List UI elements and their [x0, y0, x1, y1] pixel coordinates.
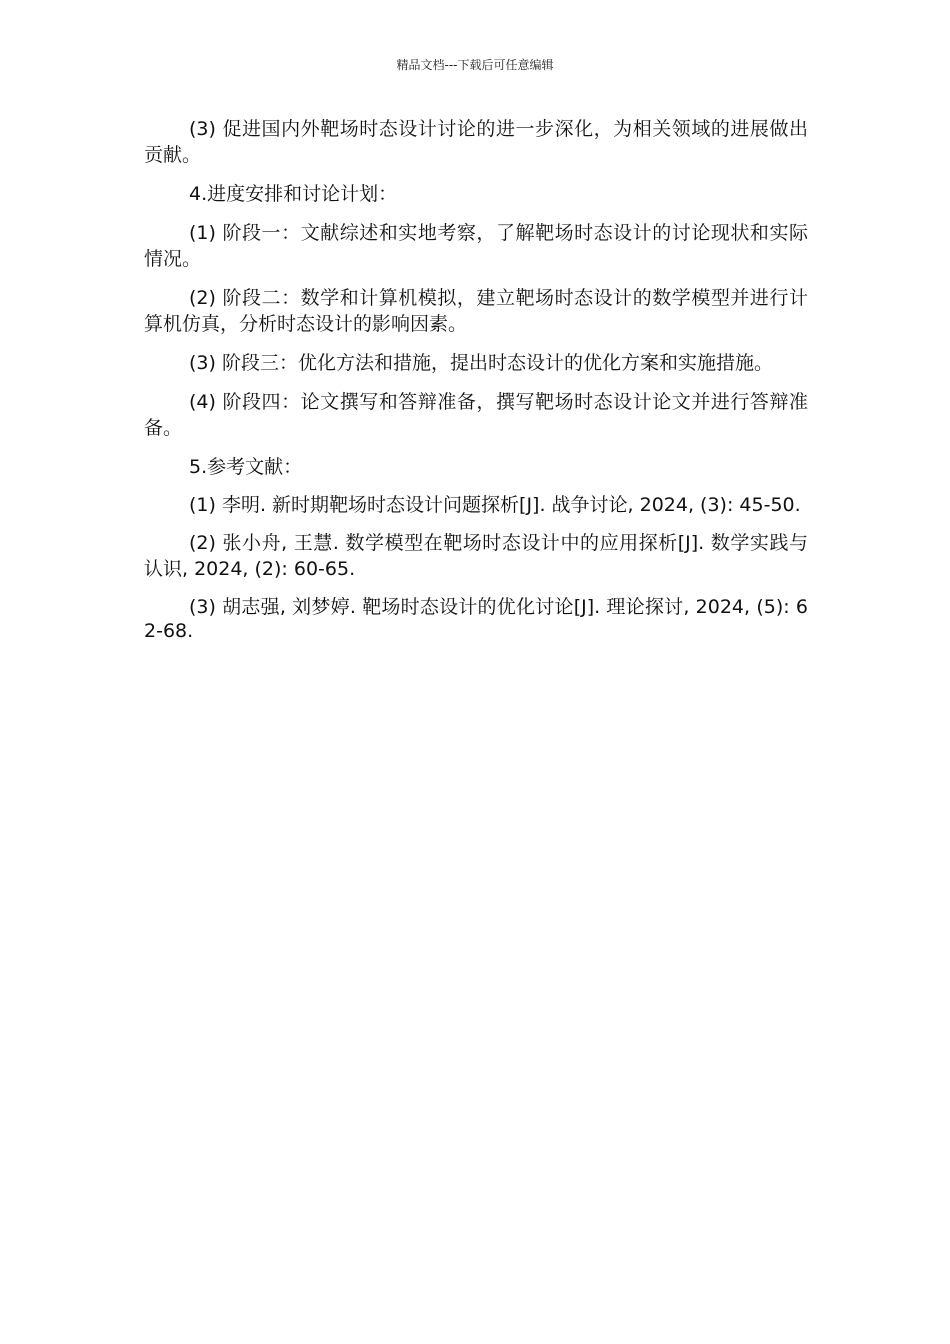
section-heading-schedule: 4.进度安排和讨论计划： [189, 183, 398, 205]
page-header: 精品文档---下载后可任意编辑 [396, 58, 554, 72]
paragraph-stage-1: (1) 阶段一：文献综述和实地考察，了解靶场时态设计的讨论现状和实际情况。 [144, 222, 808, 270]
section-heading-references: 5.参考文献： [189, 456, 303, 478]
paragraph-stage-4: (4) 阶段四：论文撰写和答辩准备，撰写靶场时态设计论文并进行答辩准备。 [144, 391, 808, 439]
document-body [144, 116, 808, 656]
paragraph-stage-2: (2) 阶段二：数学和计算机模拟，建立靶场时态设计的数学模型并进行计算机仿真，分析时态设计的影响因素。 [144, 287, 808, 335]
reference-item-3: (3) 胡志强, 刘梦婷. 靶场时态设计的优化讨论[J]. 理论探讨, 2024, (5): 62-68. [144, 596, 808, 642]
reference-item-2: (2) 张小舟, 王慧. 数学模型在靶场时态设计中的应用探析[J]. 数学实践与认识, 2024, (2): 60-65. [144, 532, 808, 580]
reference-item-1: (1) 李明. 新时期靶场时态设计问题探析[J]. 战争讨论, 2024, (3): 45-50. [189, 494, 801, 516]
paragraph-goal-3: (3) 促进国内外靶场时态设计讨论的进一步深化，为相关领域的进展做出贡献。 [144, 118, 808, 166]
paragraph-stage-3: (3) 阶段三：优化方法和措施，提出时态设计的优化方案和实施措施。 [189, 352, 773, 374]
